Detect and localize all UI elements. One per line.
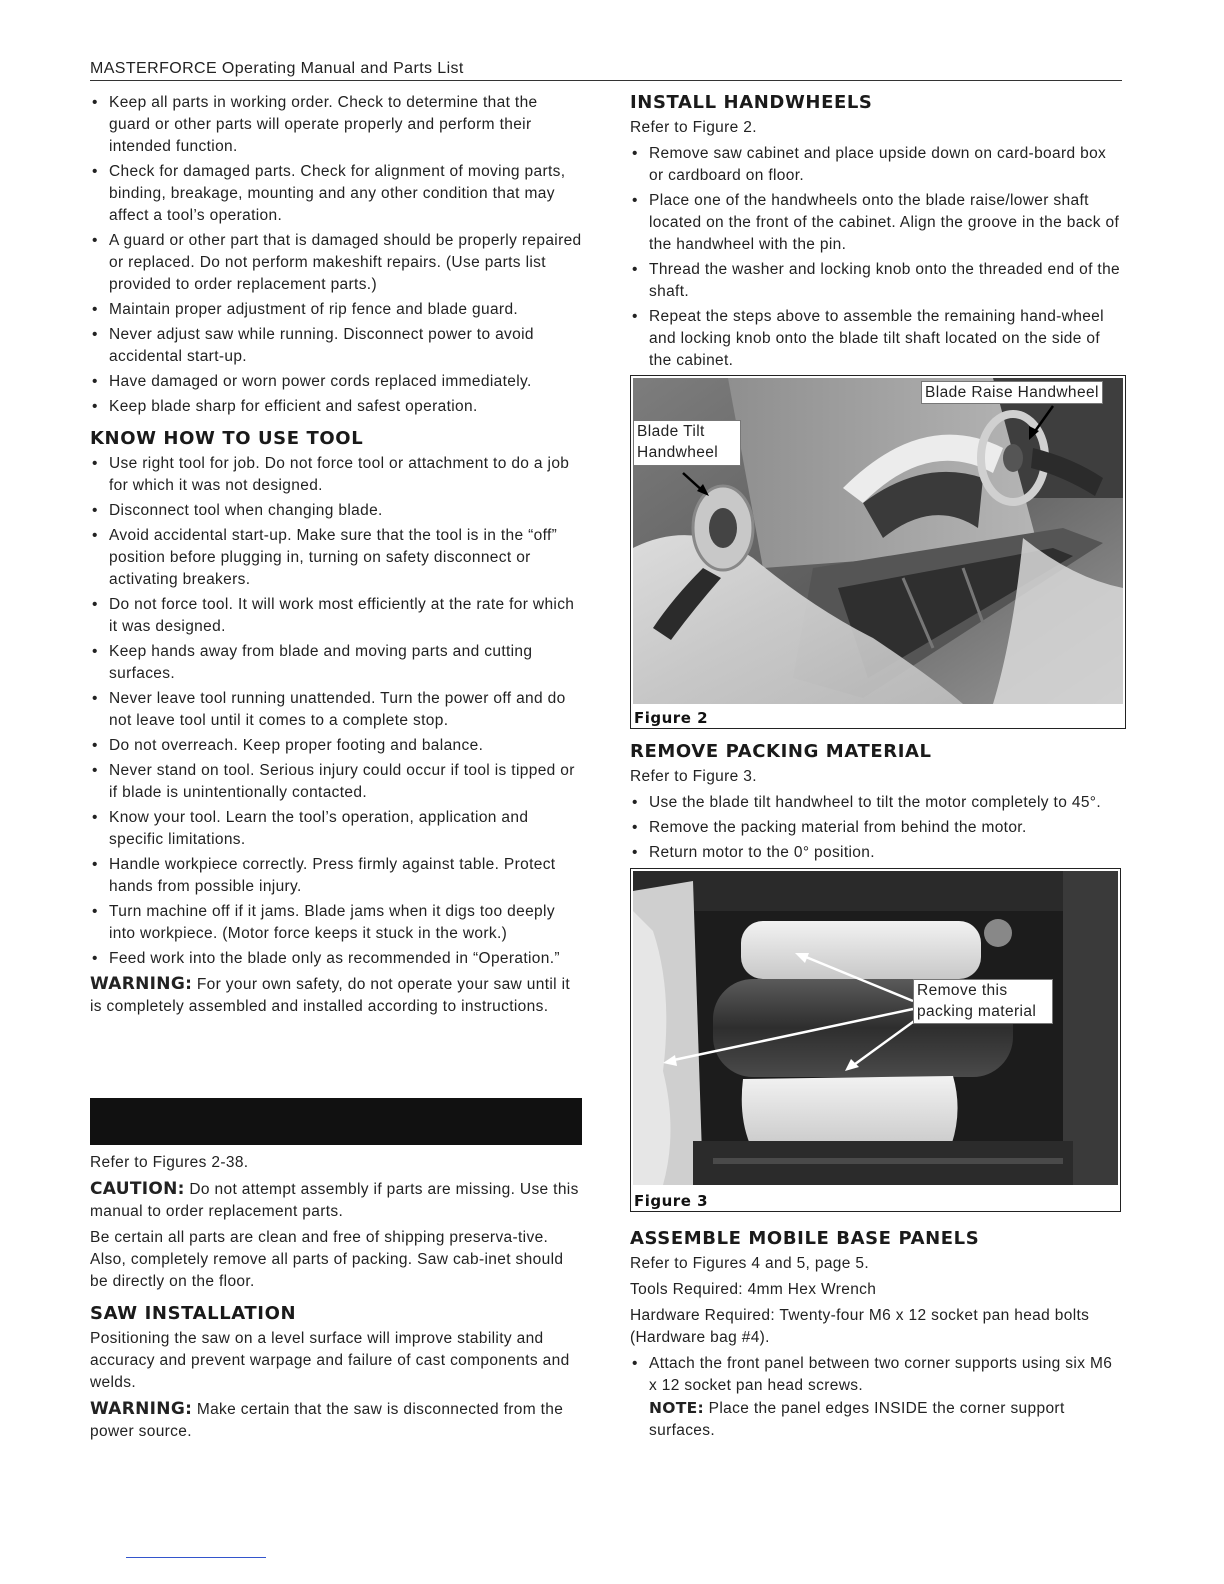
list-item: • Keep hands away from blade and moving parts and cutting surfaces. <box>90 641 582 685</box>
section-heading-know-tool: KNOW HOW TO USE TOOL <box>90 428 364 449</box>
list-item: • Remove saw cabinet and place upside down on card-board box or cardboard on floor. <box>630 143 1122 187</box>
packing-material-image <box>633 871 1118 1185</box>
label-blade-tilt-handwheel <box>633 420 741 466</box>
left-column <box>90 92 582 1022</box>
warning-label: WARNING: <box>90 974 193 994</box>
section-heading-remove-packing: REMOVE PACKING MATERIAL <box>630 741 932 762</box>
section-heading-install-handwheels: INSTALL HANDWHEELS <box>630 92 873 113</box>
list-item: • A guard or other part that is damaged should be properly repaired or replaced. Do not perform makeshift repairs. (Use parts list provided to order replacement parts.) <box>90 230 582 296</box>
list-item <box>630 1353 1122 1442</box>
section-title-bar <box>90 1098 582 1145</box>
label-remove-line-1: Remove this <box>917 982 1008 999</box>
list-item: • Do not overreach. Keep proper footing and balance. <box>90 735 582 757</box>
section-heading-saw-installation: SAW INSTALLATION <box>90 1303 297 1324</box>
list-item: • Have damaged or worn power cords replaced immediately. <box>90 371 582 393</box>
list-item: • Never adjust saw while running. Disconnect power to avoid accidental start-up. <box>90 324 582 368</box>
note-label: NOTE: <box>649 1399 705 1417</box>
warning-text-2: Make certain that the saw is disconnected from the power source. <box>90 1401 564 1440</box>
figure-3-caption: Figure 3 <box>634 1192 709 1210</box>
caution-paragraph <box>90 1178 582 1223</box>
mobile-step-text: Attach the front panel between two corner supports using six M6 x 12 socket pan head screws. <box>649 1355 1113 1394</box>
label-remove-line-2: packing material <box>917 1003 1037 1020</box>
right-column <box>630 92 1122 1445</box>
figure-2-caption: Figure 2 <box>634 709 709 727</box>
list-item: • Never leave tool running unattended. Turn the power off and do not leave tool until it comes to a complete stop. <box>90 688 582 732</box>
footer-rule <box>126 1557 266 1558</box>
section-heading-mobile-base: ASSEMBLE MOBILE BASE PANELS <box>630 1228 980 1249</box>
list-item: • Turn machine off if it jams. Blade jams when it digs too deeply into workpiece. (Motor force keeps it stuck in the work.) <box>90 901 582 945</box>
know-tool-list <box>90 453 582 970</box>
list-item: • Know your tool. Learn the tool’s operation, application and specific limitations. <box>90 807 582 851</box>
page-header: MASTERFORCE Operating Manual and Parts List <box>90 60 1122 81</box>
label-blade-raise-handwheel: Blade Raise Handwheel <box>921 381 1103 404</box>
note-text: Place the panel edges INSIDE the corner support surfaces. <box>649 1400 1065 1439</box>
warning-text: For your own safety, do not operate your saw until it is completely assembled and installed according to instructions. <box>90 976 571 1015</box>
figure-3 <box>630 868 1121 1212</box>
warning-paragraph <box>90 973 582 1018</box>
list-item: • Handle workpiece correctly. Press firmly against table. Protect hands from possible injury. <box>90 854 582 898</box>
label-blade-tilt-line-1: Blade Tilt <box>637 423 705 440</box>
list-item: • Remove the packing material from behind the motor. <box>630 817 1122 839</box>
list-item: • Place one of the handwheels onto the blade raise/lower shaft located on the front of the cabinet. Align the groove in the back of the handwheel with the pin. <box>630 190 1122 256</box>
figure-2 <box>630 375 1126 729</box>
list-item: • Feed work into the blade only as recommended in “Operation.” <box>90 948 582 970</box>
mobile-list <box>630 1353 1122 1442</box>
label-blade-tilt-line-2: Handwheel <box>637 444 719 461</box>
list-item: • Maintain proper adjustment of rip fence and blade guard. <box>90 299 582 321</box>
list-item: • Keep blade sharp for efficient and safest operation. <box>90 396 582 418</box>
hardware-required: Hardware Required: Twenty-four M6 x 12 socket pan head bolts (Hardware bag #4). <box>630 1307 1090 1346</box>
list-item: • Check for damaged parts. Check for alignment of moving parts, binding, breakage, mounting and any other condition that may affect a tool’s operation. <box>90 161 582 227</box>
caution-label: CAUTION: <box>90 1179 185 1199</box>
list-item: • Avoid accidental start-up. Make sure that the tool is in the “off” position before plugging in, turning on safety disconnect or activating breakers. <box>90 525 582 591</box>
figure-3-photo <box>633 871 1118 1185</box>
list-item: • Repeat the steps above to assemble the remaining hand-wheel and locking knob onto the blade tilt shaft located on the side of the cabinet. <box>630 306 1122 372</box>
list-item: • Disconnect tool when changing blade. <box>90 500 582 522</box>
clean-paragraph: Be certain all parts are clean and free of shipping preserva-tive. Also, completely remove all parts of packing. Saw cab-inet should be directly on the floor. <box>90 1229 564 1290</box>
list-item: • Use the blade tilt handwheel to tilt the motor completely to 45°. <box>630 792 1122 814</box>
safety-list <box>90 92 582 418</box>
label-remove-packing <box>913 979 1053 1024</box>
list-item: • Do not force tool. It will work most efficiently at the rate for which it was designed. <box>90 594 582 638</box>
packing-list <box>630 792 1122 864</box>
list-item: • Return motor to the 0° position. <box>630 842 1122 864</box>
saw-installation-text: Positioning the saw on a level surface will improve stability and accuracy and prevent warpage and failure of cast components and welds. <box>90 1330 570 1391</box>
warning-label-2: WARNING: <box>90 1399 193 1419</box>
assembly-section <box>90 1152 582 1447</box>
handwheels-list <box>630 143 1122 372</box>
list-item: • Thread the washer and locking knob onto the threaded end of the shaft. <box>630 259 1122 303</box>
refer-figures: Refer to Figures 2-38. <box>90 1154 249 1171</box>
tools-required: Tools Required: 4mm Hex Wrench <box>630 1281 877 1298</box>
packing-refer: Refer to Figure 3. <box>630 768 757 785</box>
caution-text: Do not attempt assembly if parts are missing. Use this manual to order replacement parts. <box>90 1181 579 1220</box>
handwheels-refer: Refer to Figure 2. <box>630 119 757 136</box>
list-item: • Use right tool for job. Do not force tool or attachment to do a job for which it was not designed. <box>90 453 582 497</box>
warning-paragraph-2 <box>90 1398 582 1443</box>
list-item: • Keep all parts in working order. Check to determine that the guard or other parts will operate properly and perform their intended function. <box>90 92 582 158</box>
mobile-refer: Refer to Figures 4 and 5, page 5. <box>630 1255 870 1272</box>
list-item: • Never stand on tool. Serious injury could occur if tool is tipped or if blade is unintentionally contacted. <box>90 760 582 804</box>
